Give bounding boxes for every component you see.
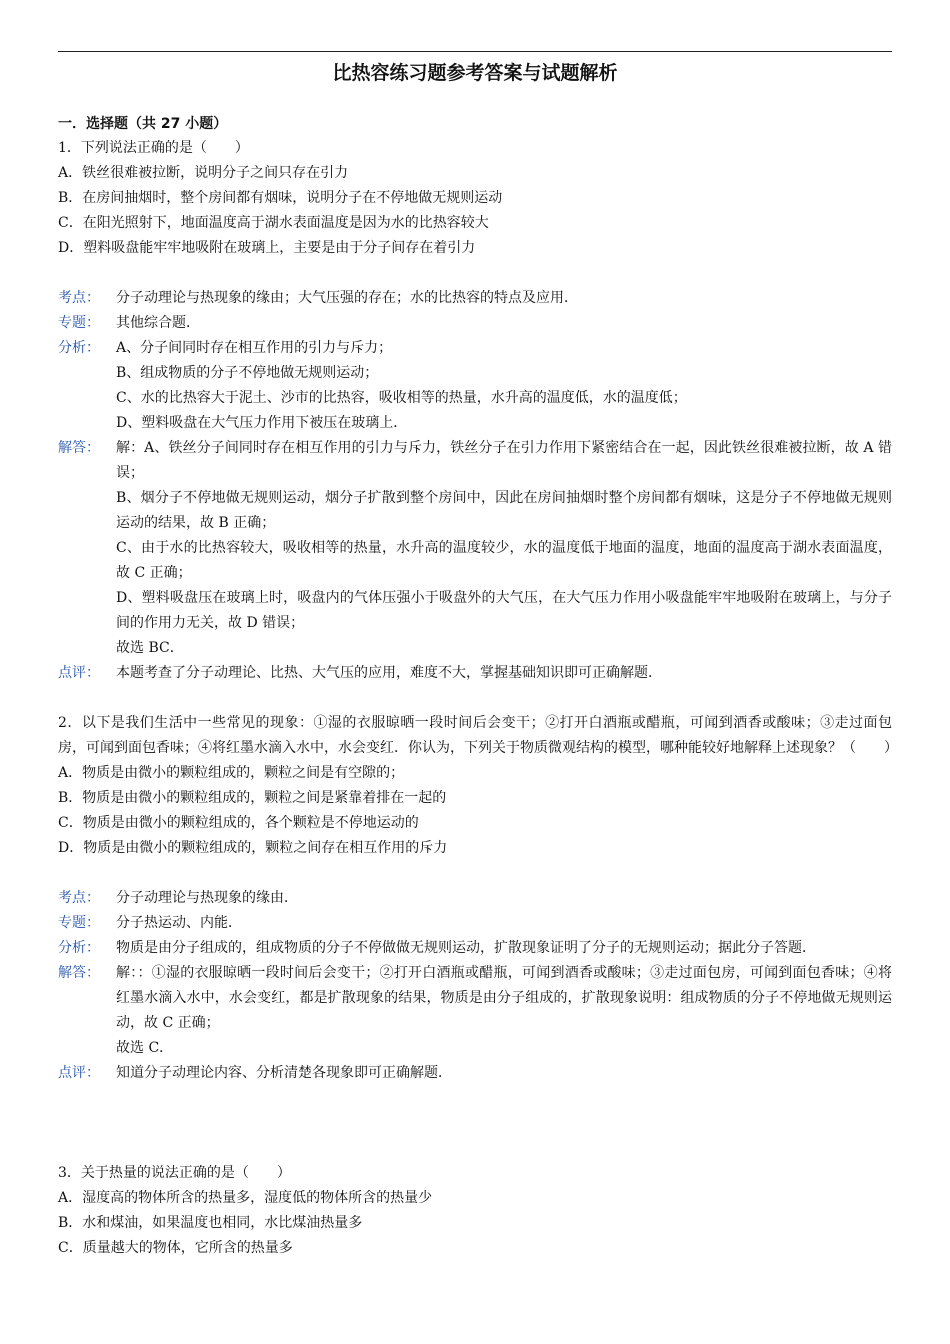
jieda-row — [58, 961, 892, 1061]
zhuanti-text: 分子热运动、内能． — [116, 915, 242, 931]
fenxi-line: B、组成物质的分子不停地做无规则运动； — [116, 365, 379, 381]
fenxi-row — [58, 936, 892, 961]
jieda-paragraph: 解：A、铁丝分子间同时存在相互作用的引力与斥力，铁丝分子在引力作用下紧密结合在一起，因此铁丝很难被拉断，故 A 错误； — [116, 440, 892, 481]
option-c: C．质量越大的物体，它所含的热量多 — [58, 1240, 293, 1256]
fenxi-label: 分析： — [58, 340, 100, 356]
dianping-text: 知道分子动理论内容、分析清楚各现象即可正确解题． — [116, 1065, 452, 1081]
fenxi-label: 分析： — [58, 940, 100, 956]
option-d: D．物质是由微小的颗粒组成的，颗粒之间存在相互作用的斥力 — [58, 840, 448, 856]
fenxi-row — [58, 336, 892, 436]
option-b: B．物质是由微小的颗粒组成的，颗粒之间是紧靠着排在一起的 — [58, 790, 447, 806]
jieda-label: 解答： — [58, 440, 100, 456]
fenxi-line: 物质是由分子组成的，组成物质的分子不停做做无规则运动，扩散现象证明了分子的无规则运动；据此分子答题． — [116, 940, 816, 956]
jieda-paragraph: B、烟分子不停地做无规则运动，烟分子扩散到整个房间中，因此在房间抽烟时整个房间都有烟味，这是分子不停地做无规则运动的结果，故 B 正确； — [116, 490, 892, 531]
jieda-body — [116, 961, 892, 1061]
zhuanti-row — [58, 311, 892, 336]
jieda-paragraph: C、由于水的比热容较大，吸收相等的热量，水升高的温度较少，水的温度低于地面的温度，地面的温度高于湖水表面温度，故 C 正确； — [116, 540, 892, 581]
dianping-row — [58, 661, 892, 686]
option-a: A．湿度高的物体所含的热量多，湿度低的物体所含的热量少 — [58, 1190, 433, 1206]
kaodian-row — [58, 886, 892, 911]
kaodian-text: 分子动理论与热现象的缘由；大气压强的存在；水的比热容的特点及应用． — [116, 290, 578, 306]
dianping-text: 本题考查了分子动理论、比热、大气压的应用，难度不大，掌握基础知识即可正确解题． — [116, 665, 662, 681]
fenxi-body — [116, 336, 892, 436]
kaodian-label: 考点： — [58, 290, 100, 306]
zhuanti-label: 专题： — [58, 315, 100, 331]
jieda-paragraph: D、塑料吸盘压在玻璃上时，吸盘内的气体压强小于吸盘外的大气压，在大气压力作用小吸盘能牢牢地吸附在玻璃上，与分子间的作用力无关，故 D 错误； — [116, 590, 892, 631]
zhuanti-row — [58, 911, 892, 936]
kaodian-text: 分子动理论与热现象的缘由． — [116, 890, 298, 906]
option-a: A．铁丝很难被拉断，说明分子之间只存在引力 — [58, 165, 349, 181]
fenxi-line: D、塑料吸盘在大气压力作用下被压在玻璃上． — [116, 415, 408, 431]
jieda-answer: 故选 C． — [116, 1040, 174, 1056]
option-a: A．物质是由微小的颗粒组成的，颗粒之间是有空隙的； — [58, 765, 405, 781]
header-rule — [58, 51, 892, 52]
fenxi-body — [116, 936, 892, 961]
jieda-row — [58, 436, 892, 661]
jieda-answer: 故选 BC． — [116, 640, 184, 656]
question-3 — [58, 1161, 892, 1261]
question-stem: 2．以下是我们生活中一些常见的现象：①湿的衣服晾晒一段时间后会变干；②打开白酒瓶或醋瓶，可闻到酒香或酸味；③走过面包房，可闻到面包香味；④将红墨水滴入水中，水会变红．你认为，下列关于物质微观结构的模型，哪种能较好地解释上述现象？（ ） — [58, 715, 898, 756]
dianping-label: 点评： — [58, 1065, 100, 1081]
option-c: C．物质是由微小的颗粒组成的，各个颗粒是不停地运动的 — [58, 815, 419, 831]
option-b: B．在房间抽烟时，整个房间都有烟味，说明分子在不停地做无规则运动 — [58, 190, 503, 206]
fenxi-line: C、水的比热容大于泥土、沙市的比热容，吸收相等的热量，水升高的温度低，水的温度低； — [116, 390, 687, 406]
option-b: B．水和煤油，如果温度也相同，水比煤油热量多 — [58, 1215, 363, 1231]
jieda-paragraph: 解：：①湿的衣服晾晒一段时间后会变干；②打开白酒瓶或醋瓶，可闻到酒香或酸味；③走过面包房，可闻到面包香味；④将红墨水滴入水中，水会变红，都是扩散现象的结果，物质是由分子组成的，扩散现象说明：组成物质的分子不停地做无规则运动，故 C 正确； — [116, 965, 892, 1031]
page-title: 比热容练习题参考答案与试题解析 — [332, 62, 618, 84]
question-stem: 3．关于热量的说法正确的是（ ） — [58, 1165, 291, 1181]
jieda-label: 解答： — [58, 965, 100, 981]
section-heading: 一．选择题（共 27 小题） — [58, 116, 228, 132]
fenxi-line: A、分子间同时存在相互作用的引力与斥力； — [116, 340, 393, 356]
option-d: D．塑料吸盘能牢牢地吸附在玻璃上，主要是由于分子间存在着引力 — [58, 240, 476, 256]
dianping-label: 点评： — [58, 665, 100, 681]
question-stem: 1．下列说法正确的是（ ） — [58, 140, 249, 156]
question-1 — [58, 136, 892, 686]
option-c: C．在阳光照射下，地面温度高于湖水表面温度是因为水的比热容较大 — [58, 215, 489, 231]
zhuanti-label: 专题： — [58, 915, 100, 931]
kaodian-label: 考点： — [58, 890, 100, 906]
kaodian-row — [58, 286, 892, 311]
question-2 — [58, 711, 898, 1086]
jieda-body — [116, 436, 892, 661]
zhuanti-text: 其他综合题． — [116, 315, 200, 331]
dianping-row — [58, 1061, 892, 1086]
